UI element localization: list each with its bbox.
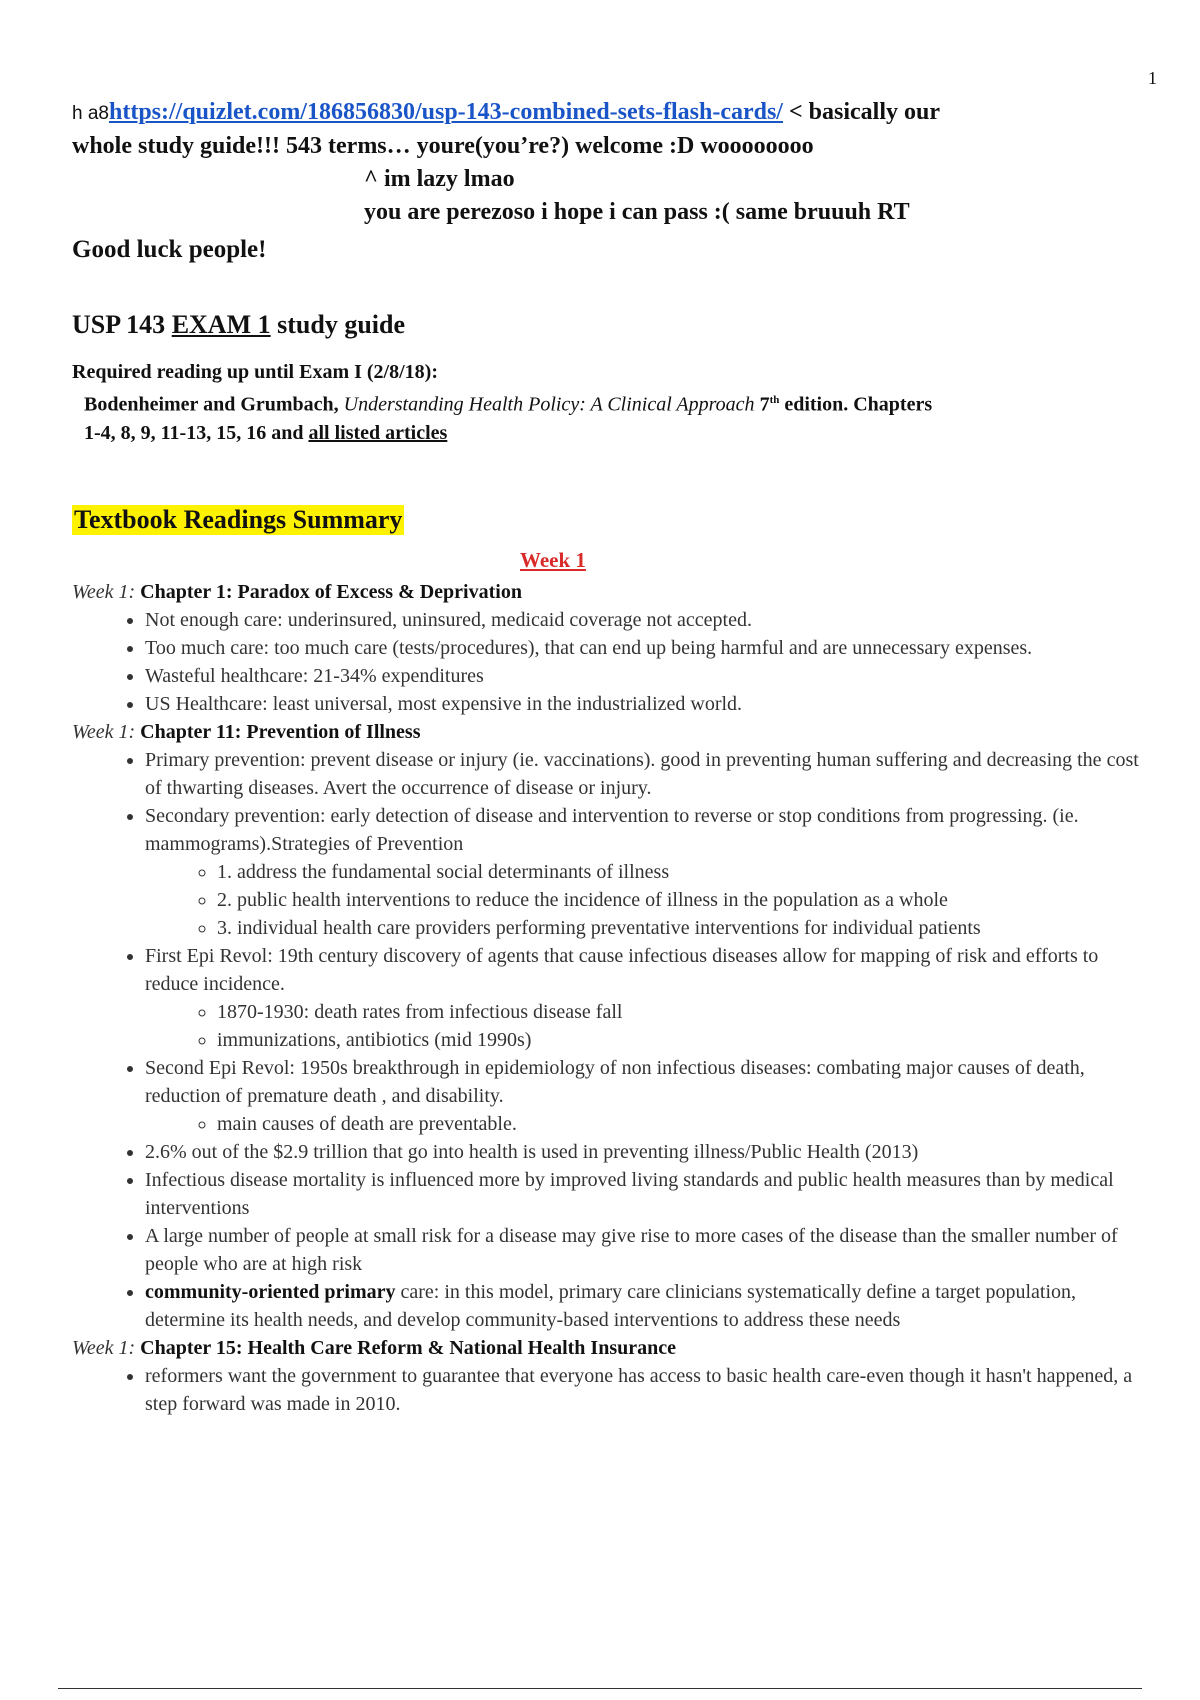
list-item: • Infectious disease mortality is influenced more by improved living standards and public health measures than by medical interventions [145, 1166, 1152, 1222]
week-label: Week 1: [72, 721, 136, 743]
list-item [145, 1054, 1152, 1138]
sub-list-item: ◦ 3. individual health care providers performing preventative interventions for individual patients [217, 914, 1152, 942]
chapter-list: 1-4, 8, 9, 11-13, 15, 16 and [84, 421, 309, 444]
list-item: • US Healthcare: least universal, most expensive in the industrialized world. [145, 690, 1152, 718]
sub-list-item: ◦ 1870-1930: death rates from infectious disease fall [217, 998, 1152, 1026]
chapter-title: Chapter 1: Paradox of Excess & Deprivation [140, 581, 522, 603]
required-chapters [72, 419, 1072, 447]
sub-list [145, 1110, 1152, 1138]
edition-rest: edition. Chapters [779, 393, 933, 416]
intro-line-4: you are perezoso i hope i can pass :( same bruuuh RT [364, 199, 910, 225]
chapter-title: Chapter 15: Health Care Reform & National Health Insurance [140, 1337, 676, 1359]
page-number: 1 [1148, 68, 1157, 88]
list-item-text: care: in this model, primary care clinicians systematically define a target population, determine its health needs, and develop community-based interventions to address these needs [145, 1281, 1077, 1331]
chapter-heading [72, 578, 1152, 606]
study-guide-title [72, 310, 405, 340]
list-item: • Too much care: too much care (tests/procedures), that can end up being harmful and are unnecessary expenses. [145, 634, 1152, 662]
chapter-title: Chapter 11: Prevention of Illness [140, 721, 421, 743]
week-label: Week 1: [72, 1337, 136, 1359]
sub-list [145, 858, 1152, 942]
articles-note: all listed articles [308, 421, 448, 444]
chapter-1-bullets [72, 606, 1152, 718]
required-book [72, 386, 1072, 419]
intro-line-1 [72, 96, 1122, 130]
book-authors: Bodenheimer and Grumbach, [84, 393, 344, 416]
list-item: • 2.6% out of the $2.9 trillion that go into health is used in preventing illness/Public Health (2013) [145, 1138, 1152, 1166]
intro-line-1-tail: < basically our [782, 99, 941, 125]
intro-line-2: whole study guide!!! 543 terms… youre(you’re?) welcome :D woooooooo [72, 133, 814, 159]
list-item: • reformers want the government to guarantee that everyone has access to basic health care-even though it hasn't happened, a step forward was made in 2010. [145, 1362, 1152, 1418]
sub-list-item: ◦ immunizations, antibiotics (mid 1990s) [217, 1026, 1152, 1054]
chapter-heading [72, 1334, 1152, 1362]
quizlet-link[interactable]: https://quizlet.com/186856830/usp-143-combined-sets-flash-cards/ [108, 99, 783, 125]
week-label: Week 1: [72, 581, 136, 603]
list-item: • A large number of people at small risk for a disease may give rise to more cases of the disease than the smaller number of people who are at high risk [145, 1222, 1152, 1278]
required-reading [72, 358, 1072, 447]
readings-summary [72, 578, 1152, 1418]
chapter-15-bullets [72, 1362, 1152, 1418]
title-part-1: USP 143 [72, 310, 172, 339]
chapter-heading [72, 718, 1152, 746]
good-luck-text: Good luck people! [72, 236, 267, 263]
sub-list-item: ◦ 2. public health interventions to reduce the incidence of illness in the population as a whole [217, 886, 1152, 914]
week-heading: Week 1 [520, 548, 586, 572]
list-item: • Wasteful healthcare: 21-34% expenditures [145, 662, 1152, 690]
list-item [145, 802, 1152, 942]
book-title: Understanding Health Policy: A Clinical Approach [343, 393, 755, 416]
list-item-text: Secondary prevention: early detection of disease and intervention to reverse or stop conditions from progressing. (ie. mammograms).Strategies of Prevention [145, 805, 1079, 855]
intro-note [72, 96, 1122, 229]
required-heading: Required reading up until Exam I (2/8/18): [72, 361, 438, 383]
title-part-3: study guide [270, 310, 406, 339]
chapter-11-bullets [72, 746, 1152, 1334]
bold-term: community-oriented primary [145, 1281, 396, 1303]
sub-list-item: ◦ main causes of death are preventable. [217, 1110, 1152, 1138]
list-item [145, 1278, 1152, 1334]
list-item-text: First Epi Revol: 19th century discovery of agents that cause infectious diseases allow for mapping of risk and efforts to reduce incidence. [145, 945, 1099, 995]
list-item [145, 942, 1152, 1054]
edition-suffix: th [769, 394, 780, 406]
list-item: • Not enough care: underinsured, uninsured, medicaid coverage not accepted. [145, 606, 1152, 634]
list-item: • Primary prevention: prevent disease or injury (ie. vaccinations). good in preventing human suffering and decreasing the cost of thwarting diseases. Avert the occurrence of disease or injury. [145, 746, 1152, 802]
sub-list [145, 998, 1152, 1054]
list-item-text: Second Epi Revol: 1950s breakthrough in epidemiology of non infectious diseases: combating major causes of death, reduction of premature death , and disability. [145, 1057, 1085, 1107]
title-exam: EXAM 1 [171, 310, 271, 339]
section-title: Textbook Readings Summary [74, 505, 403, 534]
sub-list-item: ◦ 1. address the fundamental social determinants of illness [217, 858, 1152, 886]
edition-number: 7 [754, 393, 770, 416]
intro-prefix: h a8 [72, 103, 109, 124]
intro-line-3: ^ im lazy lmao [364, 166, 515, 192]
page-divider [58, 1688, 1142, 1689]
